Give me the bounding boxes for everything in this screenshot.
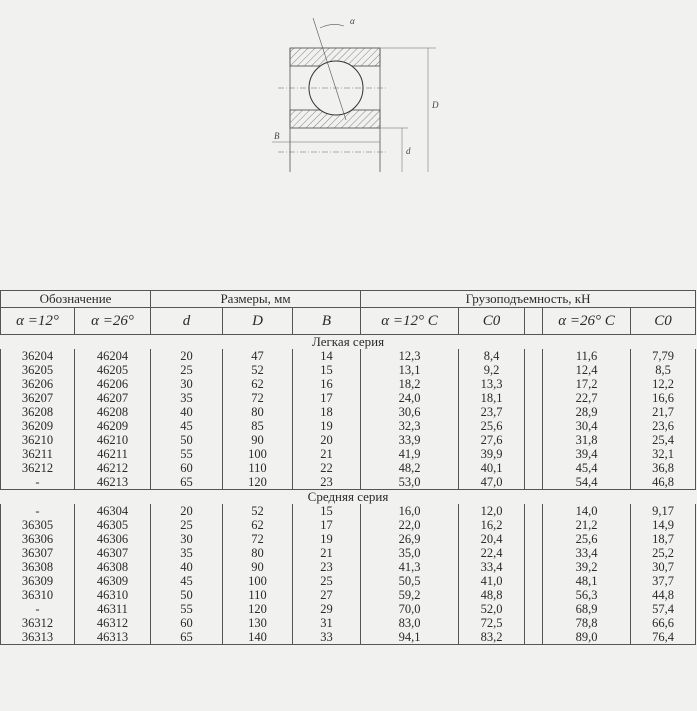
table-row xyxy=(1,518,696,532)
cell-designation-26: 46208 xyxy=(75,405,151,419)
bearing-spec-table xyxy=(0,290,696,645)
cell-dim-B: 23 xyxy=(293,475,361,490)
cell-dim-B: 15 xyxy=(293,363,361,377)
cell-cap-12: 12,3 xyxy=(361,349,459,363)
series-title: Легкая серия xyxy=(311,334,385,349)
table-row xyxy=(1,475,696,490)
cell-c0-12: 9,2 xyxy=(459,363,525,377)
cell-spacer xyxy=(525,405,543,419)
cell-dim-B: 17 xyxy=(293,391,361,405)
header-capacity: Грузоподъемность, кН xyxy=(361,291,696,308)
table-row xyxy=(1,363,696,377)
cell-dim-d: 55 xyxy=(151,602,223,616)
cell-dim-D: 120 xyxy=(223,602,293,616)
B-label: B xyxy=(274,131,280,141)
cell-designation-12: 36206 xyxy=(1,377,75,391)
cell-cap-12: 41,9 xyxy=(361,447,459,461)
cell-c0-12: 22,4 xyxy=(459,546,525,560)
cell-dim-B: 14 xyxy=(293,349,361,363)
cell-dim-d: 40 xyxy=(151,405,223,419)
cell-designation-12: 36306 xyxy=(1,532,75,546)
cell-cap-12: 41,3 xyxy=(361,560,459,574)
cell-c0-26: 23,6 xyxy=(631,419,696,433)
cell-c0-26: 32,1 xyxy=(631,447,696,461)
cell-dim-B: 19 xyxy=(293,419,361,433)
cell-cap-12: 50,5 xyxy=(361,574,459,588)
cell-dim-B: 21 xyxy=(293,447,361,461)
col-spacer xyxy=(525,308,543,335)
cell-c0-26: 12,2 xyxy=(631,377,696,391)
cell-spacer xyxy=(525,377,543,391)
col-cap12: α =12° C xyxy=(361,308,459,335)
col-alpha26: α =26° xyxy=(75,308,151,335)
cell-dim-d: 60 xyxy=(151,616,223,630)
cell-c0-26: 18,7 xyxy=(631,532,696,546)
cell-designation-12: 36307 xyxy=(1,546,75,560)
bearing-cross-section-drawing xyxy=(268,10,448,180)
cell-designation-26: 46312 xyxy=(75,616,151,630)
cell-designation-26: 46207 xyxy=(75,391,151,405)
cell-spacer xyxy=(525,630,543,645)
cell-designation-12: 36207 xyxy=(1,391,75,405)
cell-cap-12: 18,2 xyxy=(361,377,459,391)
cell-dim-B: 21 xyxy=(293,546,361,560)
cell-designation-12: 36308 xyxy=(1,560,75,574)
cell-spacer xyxy=(525,546,543,560)
cell-spacer xyxy=(525,475,543,490)
cell-designation-26: 46307 xyxy=(75,546,151,560)
cell-c0-26: 44,8 xyxy=(631,588,696,602)
table-row xyxy=(1,349,696,363)
cell-dim-B: 31 xyxy=(293,616,361,630)
cell-dim-B: 25 xyxy=(293,574,361,588)
cell-cap-26: 17,2 xyxy=(543,377,631,391)
cell-dim-D: 72 xyxy=(223,532,293,546)
cell-dim-D: 140 xyxy=(223,630,293,645)
cell-designation-12: 36312 xyxy=(1,616,75,630)
cell-dim-d: 25 xyxy=(151,518,223,532)
cell-c0-12: 23,7 xyxy=(459,405,525,419)
col-cap26: α =26° C xyxy=(543,308,631,335)
cell-spacer xyxy=(525,518,543,532)
cell-c0-12: 12,0 xyxy=(459,504,525,518)
cell-dim-d: 30 xyxy=(151,377,223,391)
cell-c0-26: 57,4 xyxy=(631,602,696,616)
cell-spacer xyxy=(525,461,543,475)
cell-cap-26: 14,0 xyxy=(543,504,631,518)
cell-cap-12: 53,0 xyxy=(361,475,459,490)
cell-designation-12: - xyxy=(1,504,75,518)
cell-cap-26: 89,0 xyxy=(543,630,631,645)
cell-dim-D: 80 xyxy=(223,546,293,560)
cell-cap-26: 31,8 xyxy=(543,433,631,447)
section-light xyxy=(1,335,696,490)
cell-c0-12: 48,8 xyxy=(459,588,525,602)
cell-c0-12: 41,0 xyxy=(459,574,525,588)
table-row xyxy=(1,574,696,588)
cell-c0-26: 21,7 xyxy=(631,405,696,419)
cell-spacer xyxy=(525,391,543,405)
cell-dim-d: 30 xyxy=(151,532,223,546)
cell-designation-26: 46212 xyxy=(75,461,151,475)
cell-dim-d: 35 xyxy=(151,546,223,560)
cell-dim-D: 100 xyxy=(223,574,293,588)
cell-designation-12: 36305 xyxy=(1,518,75,532)
cell-dim-d: 65 xyxy=(151,630,223,645)
cell-dim-B: 15 xyxy=(293,504,361,518)
cell-spacer xyxy=(525,504,543,518)
cell-c0-26: 7,79 xyxy=(631,349,696,363)
cell-designation-26: 46313 xyxy=(75,630,151,645)
cell-c0-26: 16,6 xyxy=(631,391,696,405)
cell-c0-12: 20,4 xyxy=(459,532,525,546)
cell-dim-B: 19 xyxy=(293,532,361,546)
cell-cap-12: 24,0 xyxy=(361,391,459,405)
cell-designation-12: 36313 xyxy=(1,630,75,645)
cell-dim-d: 50 xyxy=(151,433,223,447)
col-alpha12: α =12° xyxy=(1,308,75,335)
cell-designation-12: - xyxy=(1,475,75,490)
cell-cap-26: 25,6 xyxy=(543,532,631,546)
cell-cap-12: 70,0 xyxy=(361,602,459,616)
table-row xyxy=(1,532,696,546)
cell-designation-12: 36210 xyxy=(1,433,75,447)
cell-dim-d: 25 xyxy=(151,363,223,377)
cell-cap-26: 39,4 xyxy=(543,447,631,461)
cell-dim-D: 62 xyxy=(223,377,293,391)
table-row xyxy=(1,447,696,461)
cell-c0-26: 37,7 xyxy=(631,574,696,588)
cell-dim-D: 47 xyxy=(223,349,293,363)
cell-dim-D: 100 xyxy=(223,447,293,461)
cell-c0-26: 25,4 xyxy=(631,433,696,447)
cell-designation-12: 36310 xyxy=(1,588,75,602)
cell-dim-B: 29 xyxy=(293,602,361,616)
col-D: D xyxy=(223,308,293,335)
cell-spacer xyxy=(525,560,543,574)
cell-cap-26: 12,4 xyxy=(543,363,631,377)
cell-designation-26: 46310 xyxy=(75,588,151,602)
cell-c0-12: 13,3 xyxy=(459,377,525,391)
cell-designation-26: 46308 xyxy=(75,560,151,574)
cell-designation-26: 46309 xyxy=(75,574,151,588)
table-row xyxy=(1,560,696,574)
col-B: B xyxy=(293,308,361,335)
table-row xyxy=(1,588,696,602)
cell-spacer xyxy=(525,349,543,363)
table-row xyxy=(1,504,696,518)
cell-cap-26: 68,9 xyxy=(543,602,631,616)
cell-c0-26: 66,6 xyxy=(631,616,696,630)
cell-cap-12: 48,2 xyxy=(361,461,459,475)
cell-dim-d: 45 xyxy=(151,419,223,433)
cell-dim-d: 20 xyxy=(151,349,223,363)
cell-designation-12: 36211 xyxy=(1,447,75,461)
cell-cap-26: 39,2 xyxy=(543,560,631,574)
cell-dim-D: 85 xyxy=(223,419,293,433)
cell-spacer xyxy=(525,602,543,616)
cell-c0-26: 14,9 xyxy=(631,518,696,532)
cell-c0-26: 8,5 xyxy=(631,363,696,377)
cell-dim-D: 52 xyxy=(223,363,293,377)
col-C0-a: C0 xyxy=(459,308,525,335)
table-row xyxy=(1,391,696,405)
cell-designation-12: 36209 xyxy=(1,419,75,433)
alpha-label: α xyxy=(350,16,355,26)
cell-dim-d: 40 xyxy=(151,560,223,574)
cell-dim-B: 22 xyxy=(293,461,361,475)
cell-cap-26: 28,9 xyxy=(543,405,631,419)
cell-designation-26: 46311 xyxy=(75,602,151,616)
col-d: d xyxy=(151,308,223,335)
cell-cap-26: 22,7 xyxy=(543,391,631,405)
cell-dim-d: 20 xyxy=(151,504,223,518)
cell-cap-26: 33,4 xyxy=(543,546,631,560)
cell-cap-12: 32,3 xyxy=(361,419,459,433)
cell-spacer xyxy=(525,363,543,377)
cell-spacer xyxy=(525,588,543,602)
cell-dim-B: 20 xyxy=(293,433,361,447)
cell-dim-B: 16 xyxy=(293,377,361,391)
cell-c0-12: 33,4 xyxy=(459,560,525,574)
cell-designation-26: 46213 xyxy=(75,475,151,490)
cell-dim-D: 62 xyxy=(223,518,293,532)
cell-cap-26: 48,1 xyxy=(543,574,631,588)
cell-cap-12: 26,9 xyxy=(361,532,459,546)
cell-designation-26: 46210 xyxy=(75,433,151,447)
col-C0-b: C0 xyxy=(631,308,696,335)
table-row xyxy=(1,377,696,391)
cell-designation-12: 36309 xyxy=(1,574,75,588)
cell-dim-B: 33 xyxy=(293,630,361,645)
cell-spacer xyxy=(525,532,543,546)
cell-c0-26: 30,7 xyxy=(631,560,696,574)
table-row xyxy=(1,419,696,433)
cell-spacer xyxy=(525,447,543,461)
cell-dim-D: 110 xyxy=(223,461,293,475)
cell-cap-26: 54,4 xyxy=(543,475,631,490)
cell-cap-12: 59,2 xyxy=(361,588,459,602)
cell-c0-26: 36,8 xyxy=(631,461,696,475)
cell-designation-26: 46205 xyxy=(75,363,151,377)
cell-dim-d: 55 xyxy=(151,447,223,461)
cell-c0-12: 39,9 xyxy=(459,447,525,461)
table-row xyxy=(1,546,696,560)
cell-dim-B: 27 xyxy=(293,588,361,602)
cell-dim-D: 90 xyxy=(223,433,293,447)
cell-cap-26: 56,3 xyxy=(543,588,631,602)
cell-c0-12: 8,4 xyxy=(459,349,525,363)
cell-cap-26: 21,2 xyxy=(543,518,631,532)
cell-c0-12: 72,5 xyxy=(459,616,525,630)
section-medium xyxy=(1,490,696,645)
cell-designation-26: 46305 xyxy=(75,518,151,532)
cell-c0-12: 25,6 xyxy=(459,419,525,433)
cell-dim-d: 60 xyxy=(151,461,223,475)
cell-dim-D: 130 xyxy=(223,616,293,630)
cell-designation-26: 46204 xyxy=(75,349,151,363)
cell-designation-26: 46206 xyxy=(75,377,151,391)
cell-designation-26: 46306 xyxy=(75,532,151,546)
cell-designation-26: 46209 xyxy=(75,419,151,433)
cell-designation-26: 46304 xyxy=(75,504,151,518)
table-row xyxy=(1,630,696,645)
cell-c0-26: 46,8 xyxy=(631,475,696,490)
cell-dim-D: 80 xyxy=(223,405,293,419)
cell-c0-26: 9,17 xyxy=(631,504,696,518)
table-row xyxy=(1,616,696,630)
table-row xyxy=(1,433,696,447)
cell-cap-12: 94,1 xyxy=(361,630,459,645)
cell-c0-12: 16,2 xyxy=(459,518,525,532)
cell-c0-26: 76,4 xyxy=(631,630,696,645)
series-title: Средняя серия xyxy=(307,489,389,504)
cell-designation-12: 36208 xyxy=(1,405,75,419)
cell-dim-B: 17 xyxy=(293,518,361,532)
cell-dim-d: 65 xyxy=(151,475,223,490)
d-label: d xyxy=(406,146,411,156)
cell-dim-B: 23 xyxy=(293,560,361,574)
cell-cap-26: 78,8 xyxy=(543,616,631,630)
cell-dim-d: 45 xyxy=(151,574,223,588)
cell-cap-12: 16,0 xyxy=(361,504,459,518)
cell-cap-26: 11,6 xyxy=(543,349,631,363)
cell-designation-26: 46211 xyxy=(75,447,151,461)
cell-dim-D: 110 xyxy=(223,588,293,602)
cell-dim-D: 120 xyxy=(223,475,293,490)
cell-cap-12: 35,0 xyxy=(361,546,459,560)
cell-c0-12: 18,1 xyxy=(459,391,525,405)
cell-c0-12: 83,2 xyxy=(459,630,525,645)
cell-spacer xyxy=(525,574,543,588)
cell-c0-12: 27,6 xyxy=(459,433,525,447)
cell-c0-12: 47,0 xyxy=(459,475,525,490)
cell-dim-B: 18 xyxy=(293,405,361,419)
cell-cap-12: 22,0 xyxy=(361,518,459,532)
header-designation: Обозначение xyxy=(1,291,151,308)
cell-cap-12: 33,9 xyxy=(361,433,459,447)
cell-dim-D: 72 xyxy=(223,391,293,405)
cell-dim-d: 50 xyxy=(151,588,223,602)
table-row xyxy=(1,602,696,616)
cell-spacer xyxy=(525,419,543,433)
cell-cap-26: 30,4 xyxy=(543,419,631,433)
cell-designation-12: 36204 xyxy=(1,349,75,363)
cell-dim-D: 90 xyxy=(223,560,293,574)
cell-designation-12: 36205 xyxy=(1,363,75,377)
cell-cap-12: 30,6 xyxy=(361,405,459,419)
cell-designation-12: - xyxy=(1,602,75,616)
cell-dim-D: 52 xyxy=(223,504,293,518)
cell-c0-12: 52,0 xyxy=(459,602,525,616)
cell-c0-26: 25,2 xyxy=(631,546,696,560)
cell-spacer xyxy=(525,616,543,630)
cell-cap-26: 45,4 xyxy=(543,461,631,475)
cell-designation-12: 36212 xyxy=(1,461,75,475)
cell-c0-12: 40,1 xyxy=(459,461,525,475)
header-dimensions: Размеры, мм xyxy=(151,291,361,308)
cell-cap-12: 83,0 xyxy=(361,616,459,630)
cell-spacer xyxy=(525,433,543,447)
cell-cap-12: 13,1 xyxy=(361,363,459,377)
cell-dim-d: 35 xyxy=(151,391,223,405)
D-label: D xyxy=(432,100,439,110)
table-row xyxy=(1,405,696,419)
table-row xyxy=(1,461,696,475)
